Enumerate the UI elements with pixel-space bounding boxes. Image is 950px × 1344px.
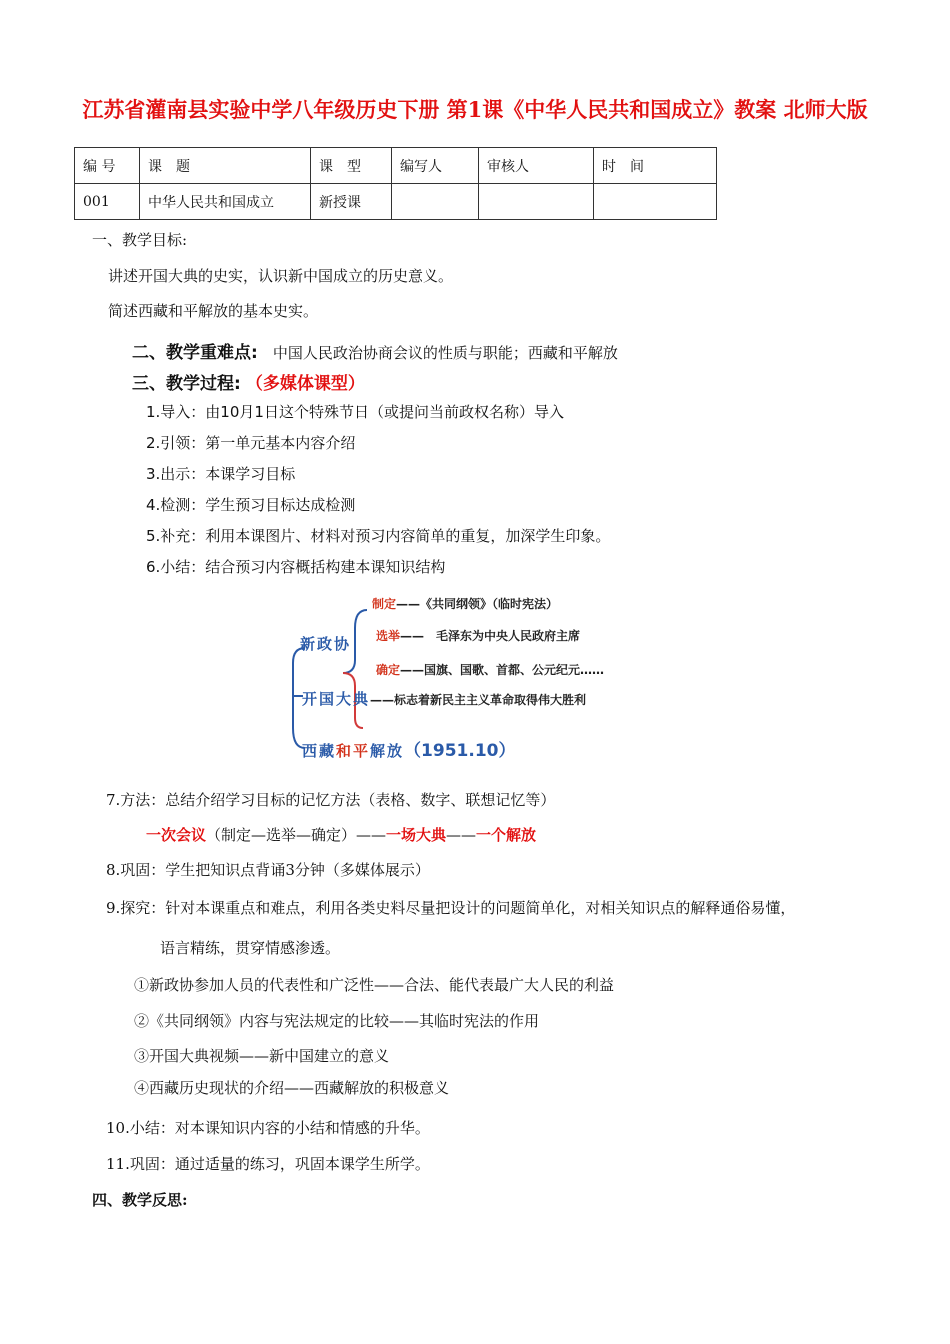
node-label: 开国大典 (302, 690, 371, 708)
table-header-row (75, 148, 717, 184)
mindmap-branch-elect (376, 625, 580, 644)
branch-label: 选举 (376, 629, 401, 643)
inquiry-item-2: ②《共同纲领》内容与宪法规定的比较——其临时宪法的作用 (134, 1012, 540, 1030)
cell-reviewer (479, 184, 594, 220)
step-3: 3.出示：本课学习目标 (146, 465, 296, 483)
cell-topic: 中华人民共和国成立 (140, 184, 311, 220)
memory-detail: （制定—选举—确定）—— (206, 826, 387, 844)
node-label-c: 解放 (370, 742, 405, 760)
mindmap-branch-formulate (372, 593, 558, 612)
section-1-heading: 一、教学目标: (92, 231, 188, 249)
header-cell-type: 课 型 (311, 148, 392, 184)
mindmap-branch-determine (376, 659, 604, 678)
node-date: （1951.10） (404, 741, 516, 761)
step-9-continued: 语言精练，贯穿情感渗透。 (160, 939, 341, 957)
header-cell-number: 编 号 (75, 148, 140, 184)
objective-2: 简述西藏和平解放的基本史实。 (108, 302, 319, 320)
node-label-a: 西藏 (302, 742, 337, 760)
memory-one-liberation: 一个解放 (476, 826, 537, 844)
mindmap-node-founding-ceremony (302, 688, 586, 709)
branch-text: —— 毛泽东为中央人民政府主席 (400, 629, 581, 643)
node-text: ——标志着新民主主义革命取得伟大胜利 (370, 693, 587, 707)
header-cell-topic: 课 题 (140, 148, 311, 184)
branch-label: 确定 (376, 663, 401, 677)
step-11: 11.巩固：通过适量的练习，巩固本课学生所学。 (106, 1155, 430, 1173)
header-cell-author: 编写人 (392, 148, 479, 184)
step-10: 10.小结：对本课知识内容的小结和情感的升华。 (106, 1119, 430, 1137)
memory-dash: —— (446, 826, 477, 844)
section-3 (132, 369, 365, 394)
cell-time (594, 184, 717, 220)
memory-formula (146, 824, 536, 845)
node-label-b: 和平 (336, 742, 371, 760)
table-row (75, 184, 717, 220)
inquiry-item-1: ①新政协参加人员的代表性和广泛性——合法、能代表最广大人民的利益 (134, 976, 615, 994)
step-7: 7.方法：总结介绍学习目标的记忆方法（表格、数字、联想记忆等） (106, 791, 556, 809)
memory-one-ceremony: 一场大典 (386, 826, 447, 844)
step-4: 4.检测：学生预习目标达成检测 (146, 496, 356, 514)
cell-type: 新授课 (311, 184, 392, 220)
branch-label: 制定 (372, 597, 397, 611)
branch-text: ——《共同纲领》（临时宪法） (396, 597, 559, 611)
step-2: 2.引领：第一单元基本内容介绍 (146, 434, 356, 452)
step-9: 9.探究：针对本课重点和难点，利用各类史料尽量把设计的问题简单化，对相关知识点的解释通俗易懂， (106, 899, 796, 917)
section-2-heading: 二、教学重难点: (132, 343, 258, 363)
step-5: 5.补充：利用本课图片、材料对预习内容简单的重复，加深学生印象。 (146, 527, 611, 545)
section-3-heading: 三、教学过程: (132, 374, 241, 394)
header-cell-reviewer: 审核人 (479, 148, 594, 184)
inquiry-item-3: ③开国大典视频——新中国建立的意义 (134, 1047, 390, 1065)
step-8: 8.巩固：学生把知识点背诵3分钟（多媒体展示） (106, 861, 430, 879)
section-2 (132, 338, 618, 363)
document-title: 江苏省灌南县实验中学八年级历史下册 第1课《中华人民共和国成立》教案 北师大版 (82, 97, 868, 122)
objective-1: 讲述开国大典的史实，认识新中国成立的历史意义。 (108, 267, 454, 285)
step-6: 6.小结：结合预习内容概括构建本课知识结构 (146, 558, 446, 576)
mindmap-node-tibet (302, 736, 515, 761)
branch-text: ——国旗、国歌、首都、公元纪元…… (400, 663, 605, 677)
inquiry-item-4: ④西藏历史现状的介绍——西藏解放的积极意义 (134, 1079, 450, 1097)
memory-one-meeting: 一次会议 (146, 826, 207, 844)
lesson-info-table (74, 147, 717, 220)
step-1: 1.导入：由10月1日这个特殊节日（或提问当前政权名称）导入 (146, 403, 564, 421)
cell-number: 001 (75, 184, 140, 220)
header-cell-time: 时 间 (594, 148, 717, 184)
section-4-heading: 四、教学反思: (92, 1191, 188, 1209)
section-2-text: 中国人民政治协商会议的性质与职能；西藏和平解放 (272, 344, 618, 362)
mindmap-node-new-cppcc: 新政协 (300, 635, 352, 653)
section-3-tag: （多媒体课型） (245, 374, 365, 394)
cell-author (392, 184, 479, 220)
